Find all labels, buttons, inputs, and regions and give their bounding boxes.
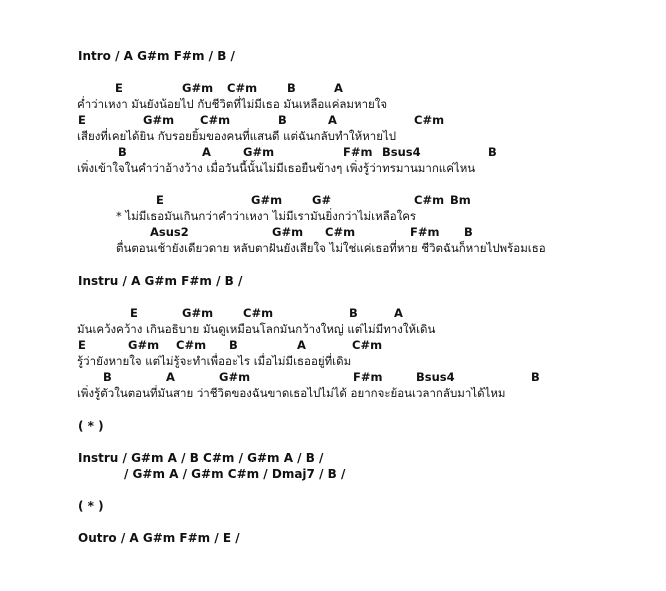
lyric-line: ค่ำว่าเหงา มันยังน้อยไป กับชีวิตที่ไม่มีเธอ มันเหลือแค่ลมหายใจ xyxy=(77,97,388,111)
chord: B xyxy=(349,306,358,320)
chord: G#m xyxy=(128,338,160,352)
chord: C#m xyxy=(325,225,356,239)
lyric-line: เสียงที่เคยได้ยิน กับรอยยิ้มของคนที่แสนดี แต่ฉันกลับทำให้หายไป xyxy=(77,129,397,143)
chord: F#m xyxy=(410,225,440,239)
chord: A xyxy=(394,306,403,320)
chord: B xyxy=(103,370,112,384)
chord: B xyxy=(278,113,287,127)
chord: Bsus4 xyxy=(416,370,455,384)
chord: G#m xyxy=(143,113,175,127)
chord: A xyxy=(334,81,343,95)
chorus-repeat-marker: ( * ) xyxy=(78,499,104,513)
chord: G#m xyxy=(251,193,283,207)
lyric-line: รู้ว่ายังหายใจ แต่ไม่รู้จะทำเพื่ออะไร เมื่อไม่มีเธออยู่ที่เดิม xyxy=(77,354,352,368)
chord: C#m xyxy=(414,113,445,127)
chord: Bsus4 xyxy=(382,145,421,159)
chord: A xyxy=(166,370,175,384)
chorus-repeat-marker: ( * ) xyxy=(78,419,104,433)
chord: C#m xyxy=(414,193,445,207)
chord: G#m xyxy=(182,81,214,95)
chord: G# xyxy=(312,193,332,207)
chord: B xyxy=(488,145,497,159)
chord: A xyxy=(328,113,337,127)
outro-line: Outro / A G#m F#m / E / xyxy=(78,531,240,545)
chord: B xyxy=(118,145,127,159)
chord: G#m xyxy=(272,225,304,239)
intro-line: Intro / A G#m F#m / B / xyxy=(78,49,235,63)
chord: E xyxy=(78,338,86,352)
chord: E xyxy=(78,113,86,127)
instru-line: Instru / G#m A / B C#m / G#m A / B / xyxy=(78,451,324,465)
instru-line: Instru / A G#m F#m / B / xyxy=(78,274,243,288)
chord: B xyxy=(229,338,238,352)
chord: F#m xyxy=(353,370,383,384)
chord: A xyxy=(202,145,211,159)
chord: B xyxy=(464,225,473,239)
chord: G#m xyxy=(219,370,251,384)
chord: E xyxy=(115,81,123,95)
chord: B xyxy=(531,370,540,384)
lyric-line: เพิ่งรู้ตัวในตอนที่มันสาย ว่าชีวิตของฉันขาดเธอไปไม่ได้ อยากจะย้อนเวลากลับมาได้ไหม xyxy=(77,386,506,400)
chord: C#m xyxy=(227,81,258,95)
instru-line-continued: / G#m A / G#m C#m / Dmaj7 / B / xyxy=(124,467,346,481)
lyric-line: * ไม่มีเธอมันเกินกว่าคำว่าเหงา ไม่มีเรามันยิ่งกว่าไม่เหลือใคร xyxy=(116,209,417,223)
lyric-line: เพิ่งเข้าใจในคำว่าอ้างว้าง เมื่อวันนี้นั้นไม่มีเธอยืนข้างๆ เพิ่งรู้ว่าทรมานมากแค่ไหน xyxy=(77,161,476,175)
chord: E xyxy=(130,306,138,320)
chord: A xyxy=(297,338,306,352)
chord: G#m xyxy=(243,145,275,159)
lyric-line: มันเคว้งคว้าง เกินอธิบาย มันดูเหมือนโลกมันกว้างใหญ่ แต่ไม่มีทางให้เดิน xyxy=(77,322,436,336)
chord: F#m xyxy=(343,145,373,159)
chord: C#m xyxy=(352,338,383,352)
chord: Bm xyxy=(450,193,471,207)
chord: Asus2 xyxy=(150,225,189,239)
chord: E xyxy=(156,193,164,207)
lyric-line: ตื่นตอนเช้ายังเดียวดาย หลับตาฝันยังเสียใจ ไม่ใช่แค่เธอที่หาย ชีวิตฉันก็หายไปพร้อมเธอ xyxy=(116,241,546,255)
chord: C#m xyxy=(243,306,274,320)
chord: B xyxy=(287,81,296,95)
chord: C#m xyxy=(200,113,231,127)
chord: G#m xyxy=(182,306,214,320)
chord: C#m xyxy=(176,338,207,352)
